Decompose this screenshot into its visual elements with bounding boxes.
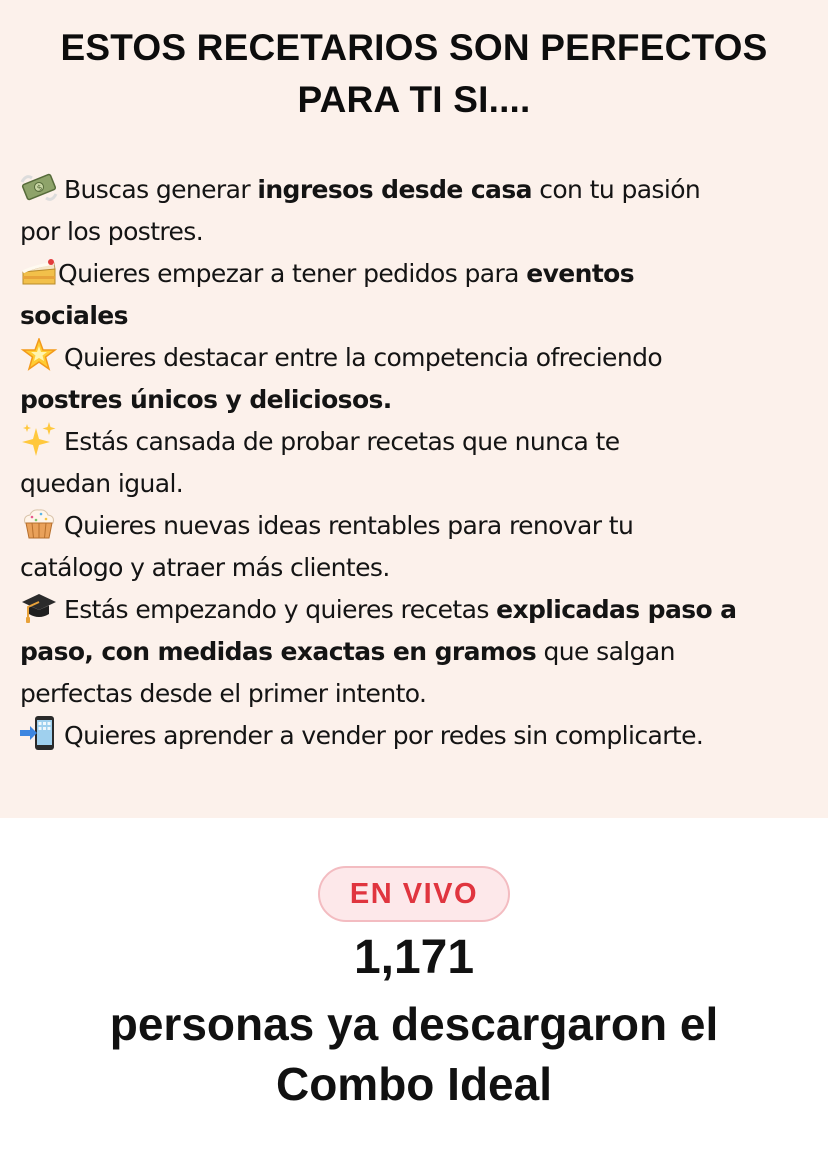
- mobile-phone-arrow-icon: [20, 716, 58, 750]
- money-with-wings-icon: [20, 170, 58, 204]
- svg-text:$: $: [35, 182, 44, 193]
- list-item: Estás empezando y quieres recetas explicadas paso a paso, con medidas exactas en gramos que salgan perfectas desde el primer intento.: [20, 589, 820, 715]
- download-counter: 1,171: [353, 931, 475, 984]
- list-item: Quieres aprender a vender por redes sin complicarte.: [20, 715, 820, 757]
- caption-line-1: personas ya descargaron el: [109, 998, 719, 1050]
- benefits-list: [20, 169, 820, 757]
- heading-line-1: ESTOS RECETARIOS SON PERFECTOS: [60, 27, 768, 68]
- section-heading: [0, 22, 828, 126]
- list-item: Quieres destacar entre la competencia ofreciendo postres únicos y deliciosos.: [20, 337, 820, 421]
- graduation-cap-icon: [20, 590, 58, 624]
- caption-line-2: Combo Ideal: [275, 1058, 553, 1110]
- list-item: Quieres nuevas ideas rentables para renovar tu catálogo y atraer más clientes.: [20, 505, 820, 589]
- list-item: Quieres empezar a tener pedidos para eventos sociales: [20, 253, 820, 337]
- glowing-star-icon: [20, 338, 58, 372]
- list-item: $ Buscas generar ingresos desde casa con tu pasión por los postres.: [20, 169, 820, 253]
- live-badge: EN VIVO: [318, 866, 510, 922]
- cake-slice-icon: [20, 254, 58, 288]
- heading-line-2: PARA TI SI....: [297, 79, 531, 120]
- cupcake-icon: [20, 506, 58, 540]
- download-caption: [0, 994, 828, 1114]
- list-item: Estás cansada de probar recetas que nunca te quedan igual.: [20, 421, 820, 505]
- sparkles-icon: [20, 422, 58, 456]
